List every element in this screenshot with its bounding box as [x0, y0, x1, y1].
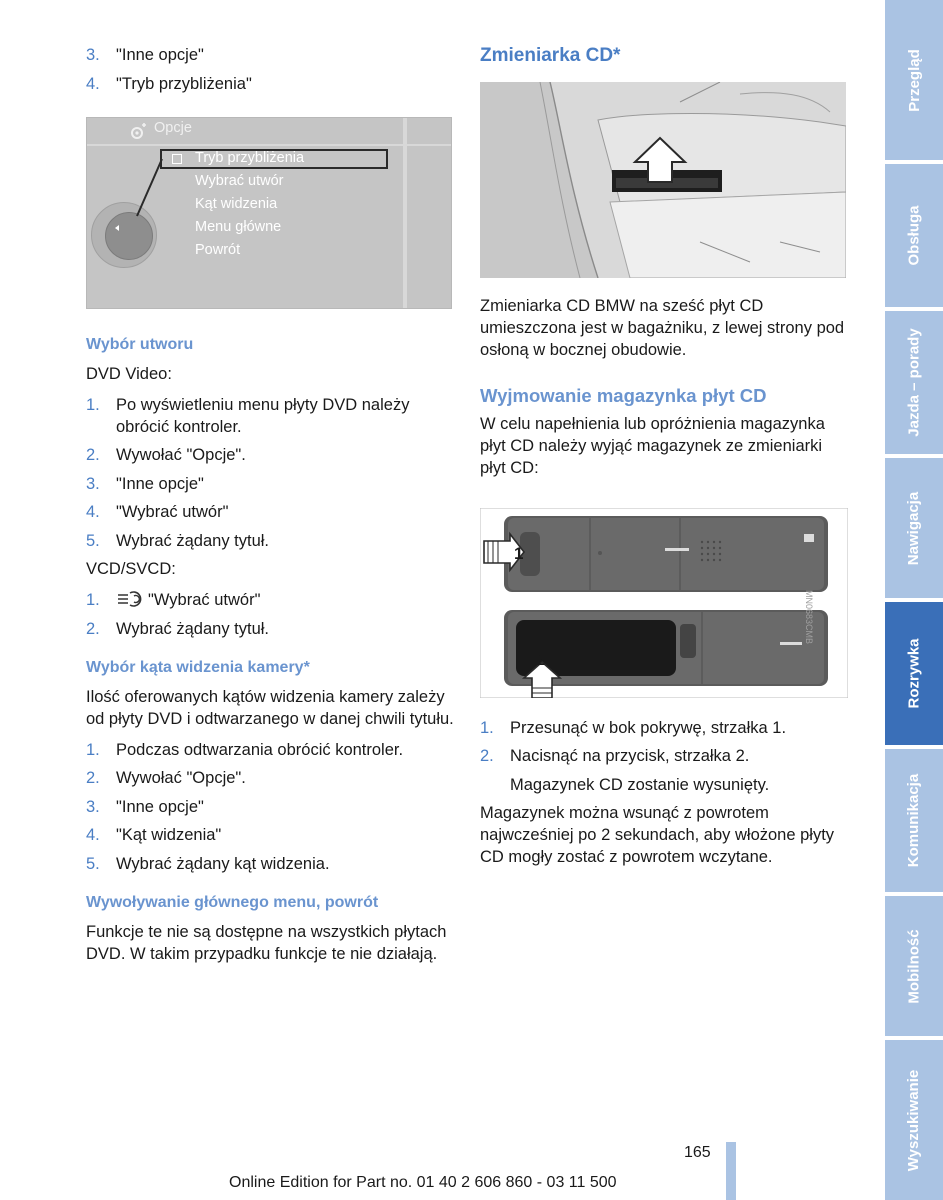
list-item [86, 501, 458, 523]
tab-label: Jazda – porady [905, 328, 923, 437]
list-number: 5. [86, 854, 100, 873]
list-text-value: "Wybrać utwór" [148, 591, 261, 609]
main-menu-heading: Wywoływanie głównego menu, powrót [86, 893, 379, 911]
list-number: 1. [86, 591, 100, 609]
angle-paragraph: Ilość oferowanych kątów widzenia kamery zależy od płyty DVD i odtwarzanego w danej chwili tytułu. [86, 687, 454, 728]
list-text: "Inne opcje" [116, 474, 204, 493]
remove-magazine-heading: Wyjmowanie magazynka płyt CD [480, 385, 767, 406]
list-number: 2. [480, 747, 494, 765]
list-text: Wywołać "Opcje". [116, 446, 246, 464]
tab-label: Rozrywka [905, 638, 923, 709]
callout-1: 1 [514, 543, 524, 563]
list-number: 3. [86, 46, 100, 64]
list-text: Wybrać żądany tytuł. [116, 619, 269, 638]
list-number: 4. [86, 74, 100, 93]
main-menu-paragraph: Funkcje te nie są dostępne na wszystkich płytach DVD. W takim przypadku funkcje te nie działają. [86, 922, 447, 963]
page-number: 165 [684, 1144, 711, 1161]
list-number: 4. [86, 826, 100, 844]
tab-label: Komunikacja [905, 773, 923, 868]
tab-nawigacja[interactable] [885, 458, 943, 598]
cd-magazine-figure [480, 508, 848, 698]
options-menu-screen-figure [86, 117, 452, 309]
list-item [86, 853, 458, 875]
angle-heading: Wybór kąta widzenia kamery* [86, 658, 310, 676]
menu-item: Menu główne [195, 218, 282, 235]
list-item [86, 824, 458, 846]
list-item [86, 767, 458, 789]
tab-label: Wyszukiwanie [905, 1069, 923, 1171]
list-text: Przesunąć w bok pokrywę, strzałka 1. [510, 718, 787, 737]
list-item [86, 73, 458, 95]
tab-rozrywka[interactable] [885, 602, 943, 745]
page-number-bar [726, 1142, 736, 1200]
list-text: Wywołać "Opcje". [116, 769, 246, 787]
list-item [86, 618, 458, 640]
list-number: 1. [86, 395, 100, 414]
list-text: "Kąt widzenia" [116, 826, 222, 844]
final-paragraph: Magazynek można wsunąć z powrotem najwcześniej po 2 sekundach, aby włożone płyty CD mogły zostać z powrotem wczytane. [480, 804, 835, 866]
tab-label: Nawigacja [905, 491, 923, 565]
list-item [86, 44, 458, 66]
list-text: "Inne opcje" [116, 797, 204, 816]
list-item [86, 739, 458, 761]
remove-magazine-paragraph: W celu napełnienia lub opróżnienia magazynka płyt CD należy wyjąć magazynek ze zmieniarki płyt CD: [480, 415, 825, 477]
tab-label: Przegląd [905, 48, 923, 112]
list-text: Po wyświetleniu menu płyty DVD należy obrócić kontroler. [116, 395, 410, 436]
list-number: 3. [86, 797, 100, 816]
dvd-label: DVD Video: [86, 364, 172, 383]
list-item [480, 745, 848, 767]
list-text: Wybrać żądany tytuł. [116, 531, 269, 550]
list-text [116, 589, 458, 611]
magazine-figure [480, 486, 848, 717]
callout-2: 2 [537, 651, 546, 669]
tab-obsluga[interactable] [885, 164, 943, 307]
list-number: 2. [86, 769, 100, 787]
list-item [86, 473, 458, 495]
list-number: 1. [86, 740, 100, 759]
screen-header: Opcje [154, 119, 192, 136]
pointer-line [87, 118, 452, 309]
list-item [480, 774, 848, 796]
tab-komunikacja[interactable] [885, 749, 943, 892]
tab-mobilnosc[interactable] [885, 896, 943, 1036]
list-number: 2. [86, 619, 100, 638]
right-column [480, 44, 848, 875]
list-item [480, 717, 848, 739]
list-text: Podczas odtwarzania obrócić kontroler. [116, 740, 404, 759]
step-result: Magazynek CD zostanie wysunięty. [510, 775, 770, 794]
list-item [86, 530, 458, 552]
tab-label: Obsługa [905, 205, 923, 266]
list-item [86, 444, 458, 466]
list-text: "Wybrać utwór" [116, 503, 229, 521]
list-number: 3. [86, 474, 100, 493]
tab-wyszukiwanie[interactable] [885, 1040, 943, 1200]
list-item [86, 394, 458, 438]
list-number: 1. [480, 718, 494, 737]
vcd-label: VCD/SVCD: [86, 560, 176, 578]
list-text: "Inne opcje" [116, 46, 204, 64]
list-text: Nacisnąć na przycisk, strzałka 2. [510, 747, 750, 765]
list-text: "Tryb przybliżenia" [116, 74, 252, 93]
menu-item: Powrót [195, 241, 241, 258]
tab-jazda-porady[interactable] [885, 311, 943, 454]
disc-menu-icon [116, 590, 144, 608]
menu-item: Kąt widzenia [195, 195, 278, 212]
trunk-photo-figure [480, 82, 846, 278]
figure-code: MN0683CMB [804, 589, 814, 644]
cd-changer-heading: Zmieniarka CD* [480, 45, 621, 66]
track-heading: Wybór utworu [86, 335, 194, 353]
list-number: 5. [86, 531, 100, 550]
list-number: 2. [86, 446, 100, 464]
tab-label: Mobilność [905, 928, 923, 1004]
list-item [86, 796, 458, 818]
footer-text: Online Edition for Part no. 01 40 2 606 860 - 03 11 500 [229, 1174, 617, 1191]
tab-przeglad[interactable] [885, 0, 943, 160]
changer-paragraph: Zmieniarka CD BMW na sześć płyt CD umieszczona jest w bagażniku, z lewej strony pod osłoną w bocznej obudowie. [480, 297, 845, 359]
menu-item: Wybrać utwór [195, 172, 284, 189]
list-item [86, 589, 458, 611]
list-text: Wybrać żądany kąt widzenia. [116, 854, 330, 873]
left-column [86, 44, 458, 971]
list-number: 4. [86, 503, 100, 521]
menu-item-selected: Tryb przybliżenia [195, 149, 305, 166]
